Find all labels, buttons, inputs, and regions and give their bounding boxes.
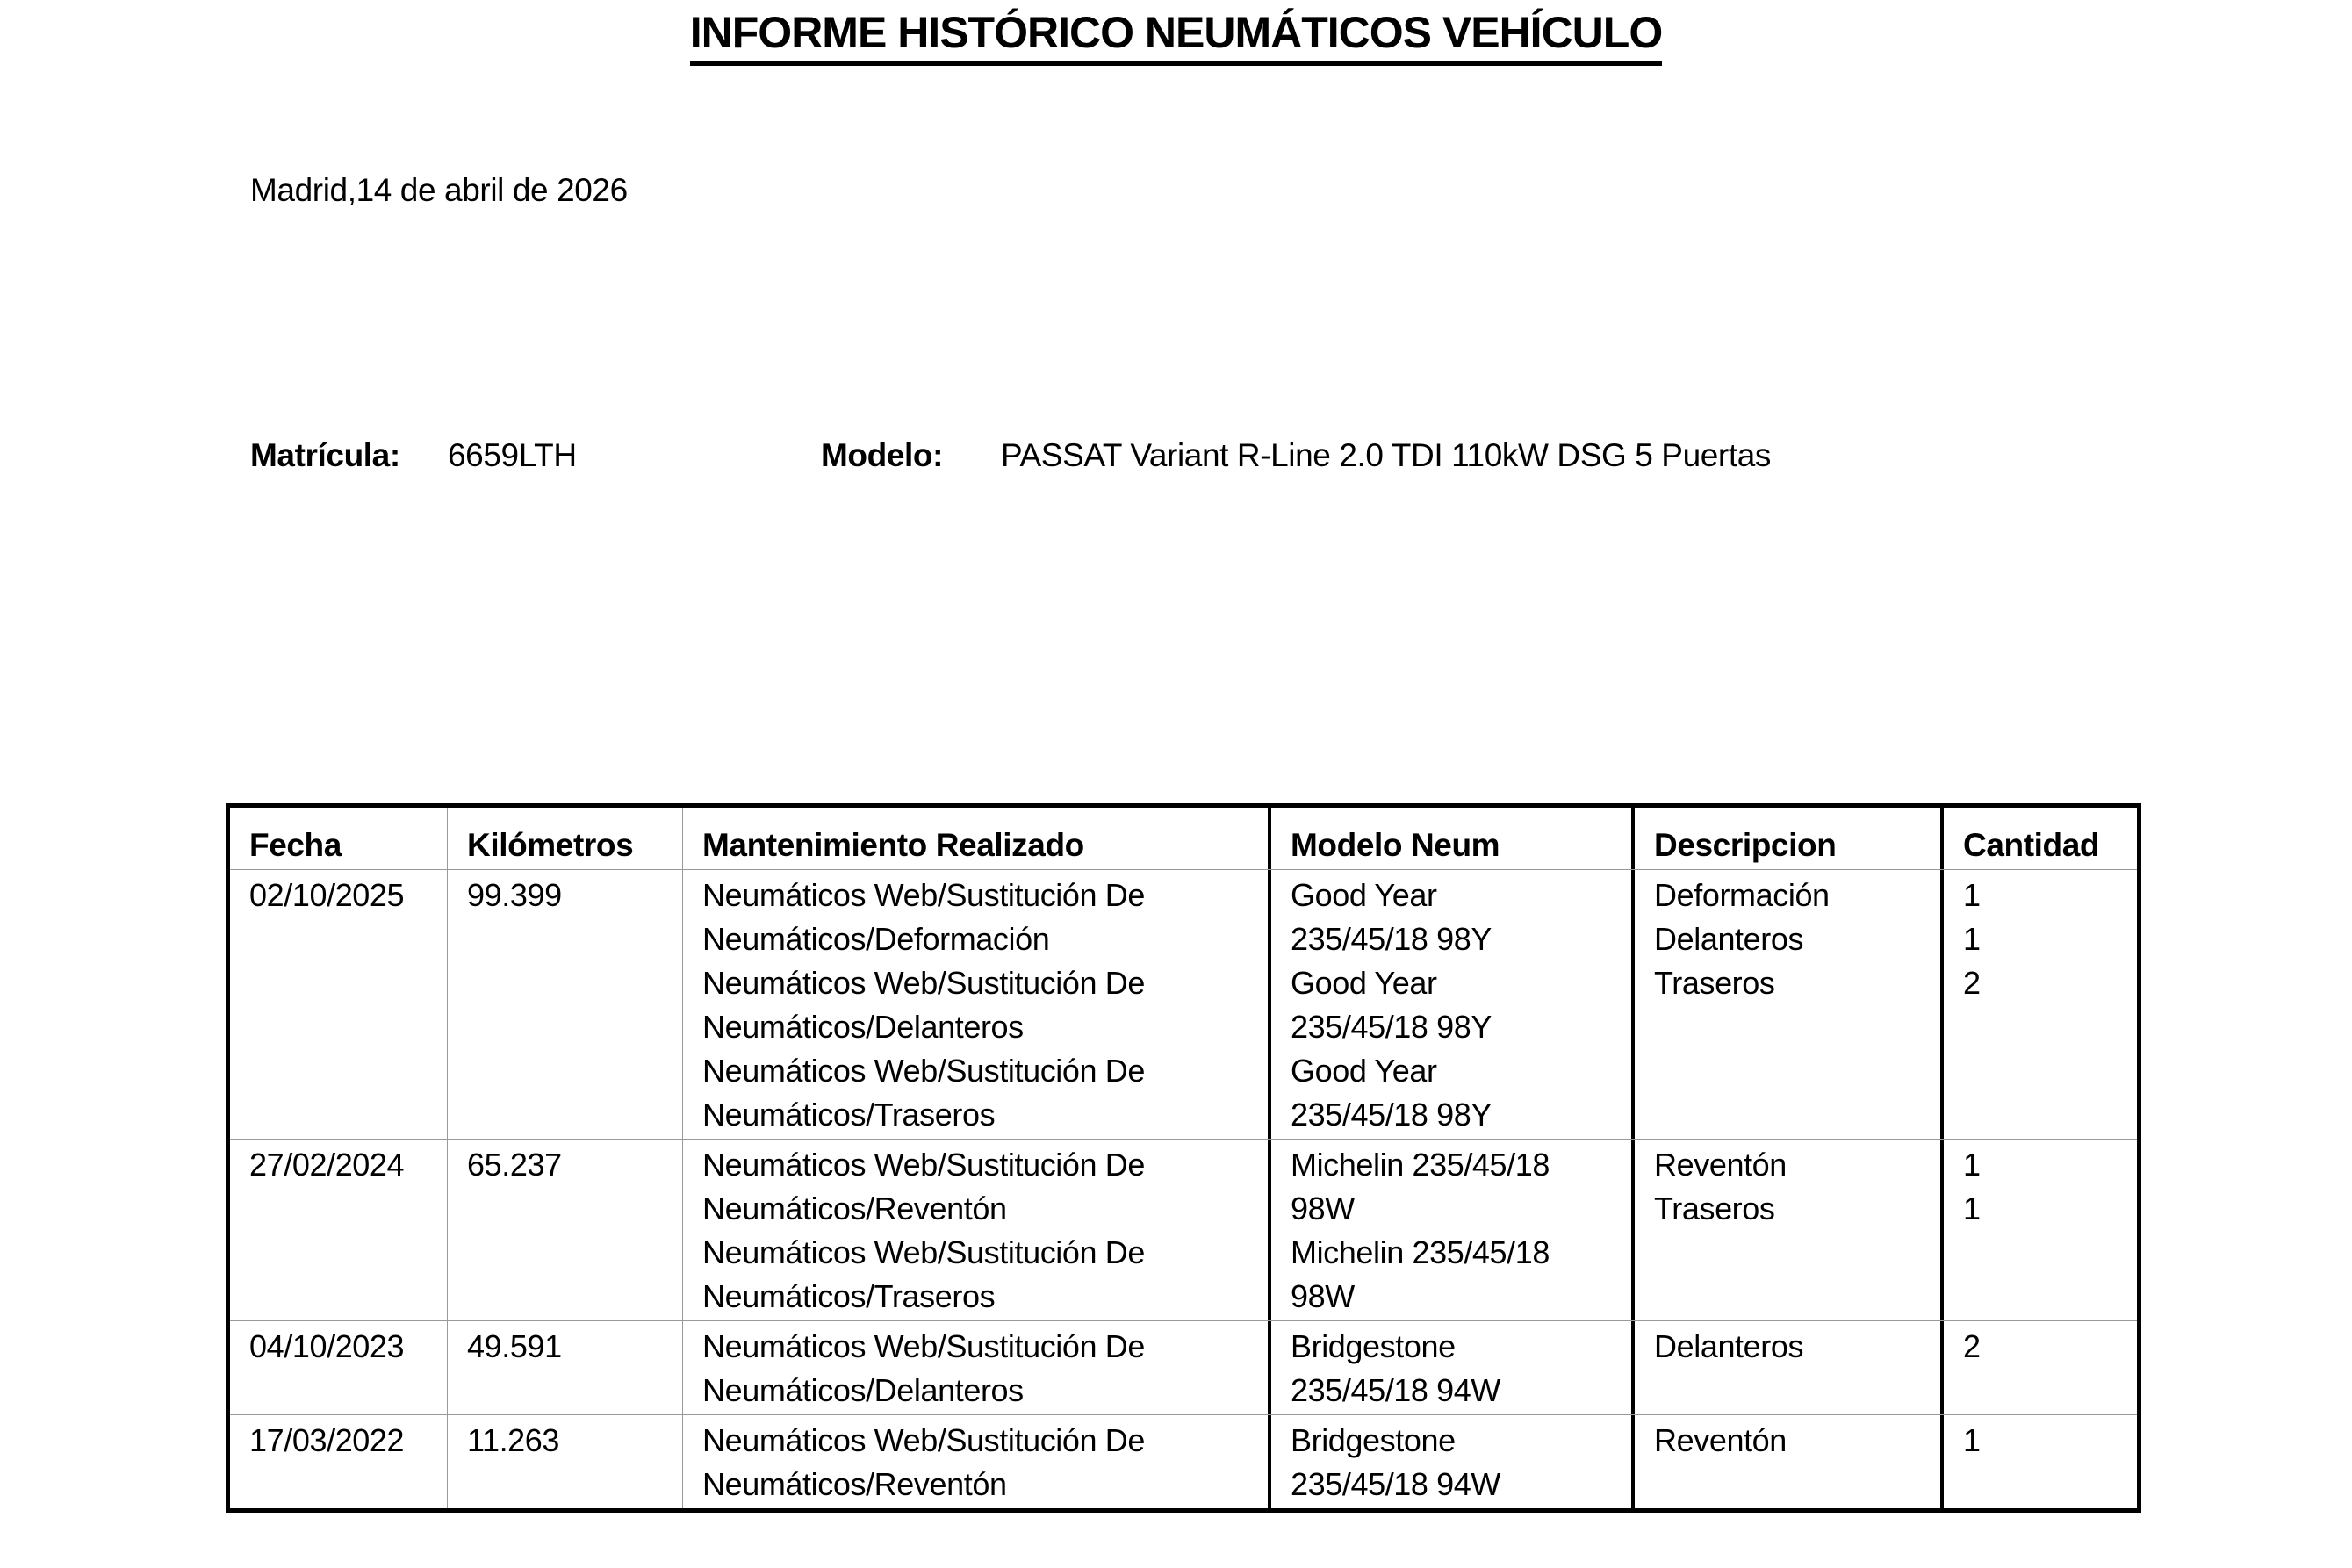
cell-descripcion xyxy=(1635,1321,1944,1414)
table-row xyxy=(230,1414,2137,1508)
cell-line: Neumáticos/Reventón xyxy=(702,1466,1007,1502)
cell-line: 49.591 xyxy=(467,1328,562,1364)
cell-line: Neumáticos Web/Sustitución De xyxy=(702,965,1145,1001)
cell-mantenimiento xyxy=(683,1321,1271,1414)
cell-mantenimiento xyxy=(683,1140,1271,1320)
cell-line: 1 xyxy=(1963,1422,1981,1458)
cell-line: 1 xyxy=(1963,1147,1981,1183)
header-label: Kilómetros xyxy=(467,827,634,863)
header-fecha xyxy=(230,808,448,869)
cell-descripcion xyxy=(1635,870,1944,1139)
cell-kilometros xyxy=(448,1415,683,1508)
header-mantenimiento xyxy=(683,808,1271,869)
cell-modelo-neum xyxy=(1271,1321,1635,1414)
cell-line: Neumáticos Web/Sustitución De xyxy=(702,1053,1145,1089)
cell-fecha xyxy=(230,1415,448,1508)
modelo-label: Modelo: xyxy=(821,437,944,473)
cell-line: 235/45/18 94W xyxy=(1291,1372,1500,1408)
cell-line: Reventón xyxy=(1654,1147,1787,1183)
cell-line: Neumáticos/Traseros xyxy=(702,1097,996,1133)
cell-line: 98W xyxy=(1291,1190,1355,1226)
header-label: Cantidad xyxy=(1963,827,2100,863)
cell-line: Neumáticos Web/Sustitución De xyxy=(702,877,1145,913)
cell-line: 235/45/18 98Y xyxy=(1291,1097,1492,1133)
cell-cantidad xyxy=(1944,1140,2137,1320)
cell-line: Neumáticos Web/Sustitución De xyxy=(702,1328,1145,1364)
cell-line: 235/45/18 98Y xyxy=(1291,921,1492,957)
cell-line: Bridgestone xyxy=(1291,1328,1456,1364)
cell-line: Traseros xyxy=(1654,965,1775,1001)
cell-kilometros xyxy=(448,1140,683,1320)
cell-modelo-neum xyxy=(1271,1140,1635,1320)
cell-line: Neumáticos/Traseros xyxy=(702,1278,996,1314)
date-line: Madrid,14 de abril de 2026 xyxy=(250,172,628,208)
cell-line: 2 xyxy=(1963,965,1981,1001)
cell-line: Bridgestone xyxy=(1291,1422,1456,1458)
cell-line: Good Year xyxy=(1291,877,1437,913)
cell-line: 04/10/2023 xyxy=(249,1328,405,1364)
cell-cantidad xyxy=(1944,870,2137,1139)
cell-modelo-neum xyxy=(1271,1415,1635,1508)
cell-line: Neumáticos Web/Sustitución De xyxy=(702,1147,1145,1183)
cell-cantidad xyxy=(1944,1321,2137,1414)
cell-line: Delanteros xyxy=(1654,1328,1804,1364)
report-table xyxy=(226,803,2141,1513)
table-row xyxy=(230,869,2137,1139)
cell-descripcion xyxy=(1635,1415,1944,1508)
cell-line: Neumáticos/Delanteros xyxy=(702,1009,1024,1045)
cell-line: Traseros xyxy=(1654,1190,1775,1226)
cell-kilometros xyxy=(448,1321,683,1414)
header-label: Modelo Neum xyxy=(1291,827,1500,863)
cell-fecha xyxy=(230,1321,448,1414)
vehicle-fields xyxy=(0,437,2352,481)
cell-line: 235/45/18 94W xyxy=(1291,1466,1500,1502)
cell-line: 98W xyxy=(1291,1278,1355,1314)
header-cantidad xyxy=(1944,808,2137,869)
header-label: Fecha xyxy=(249,827,342,863)
cell-line: Neumáticos/Reventón xyxy=(702,1190,1007,1226)
modelo-value: PASSAT Variant R-Line 2.0 TDI 110kW DSG 5 Puertas xyxy=(1001,437,1771,473)
cell-line: 99.399 xyxy=(467,877,562,913)
cell-line: 1 xyxy=(1963,921,1981,957)
cell-modelo-neum xyxy=(1271,870,1635,1139)
title-row xyxy=(0,7,2352,66)
cell-line: 17/03/2022 xyxy=(249,1422,405,1458)
cell-line: 1 xyxy=(1963,1190,1981,1226)
cell-mantenimiento xyxy=(683,870,1271,1139)
cell-line: 235/45/18 98Y xyxy=(1291,1009,1492,1045)
header-label: Mantenimiento Realizado xyxy=(702,827,1084,863)
table-row xyxy=(230,1320,2137,1414)
cell-line: Neumáticos/Delanteros xyxy=(702,1372,1024,1408)
cell-line: 65.237 xyxy=(467,1147,562,1183)
cell-line: Good Year xyxy=(1291,1053,1437,1089)
cell-fecha xyxy=(230,870,448,1139)
matricula-value: 6659LTH xyxy=(448,437,577,473)
cell-line: 11.263 xyxy=(467,1422,560,1458)
cell-line: 27/02/2024 xyxy=(249,1147,405,1183)
header-label: Descripcion xyxy=(1654,827,1837,863)
table-body xyxy=(230,869,2137,1508)
cell-line: Neumáticos/Deformación xyxy=(702,921,1050,957)
cell-line: Deformación xyxy=(1654,877,1830,913)
matricula-label: Matrícula: xyxy=(250,437,400,473)
cell-line: Neumáticos Web/Sustitución De xyxy=(702,1234,1145,1270)
cell-line: 02/10/2025 xyxy=(249,877,405,913)
cell-line: 1 xyxy=(1963,877,1981,913)
cell-line: Neumáticos Web/Sustitución De xyxy=(702,1422,1145,1458)
cell-line: Michelin 235/45/18 xyxy=(1291,1234,1550,1270)
cell-kilometros xyxy=(448,870,683,1139)
table-row xyxy=(230,1139,2137,1320)
cell-fecha xyxy=(230,1140,448,1320)
cell-line: 2 xyxy=(1963,1328,1981,1364)
header-descripcion xyxy=(1635,808,1944,869)
header-kilometros xyxy=(448,808,683,869)
cell-line: Michelin 235/45/18 xyxy=(1291,1147,1550,1183)
cell-line: Reventón xyxy=(1654,1422,1787,1458)
cell-cantidad xyxy=(1944,1415,2137,1508)
cell-mantenimiento xyxy=(683,1415,1271,1508)
cell-line: Good Year xyxy=(1291,965,1437,1001)
table-header-row xyxy=(230,808,2137,869)
report-title: INFORME HISTÓRICO NEUMÁTICOS VEHÍCULO xyxy=(690,7,1662,66)
cell-descripcion xyxy=(1635,1140,1944,1320)
header-modelo-neum xyxy=(1271,808,1635,869)
cell-line: Delanteros xyxy=(1654,921,1804,957)
